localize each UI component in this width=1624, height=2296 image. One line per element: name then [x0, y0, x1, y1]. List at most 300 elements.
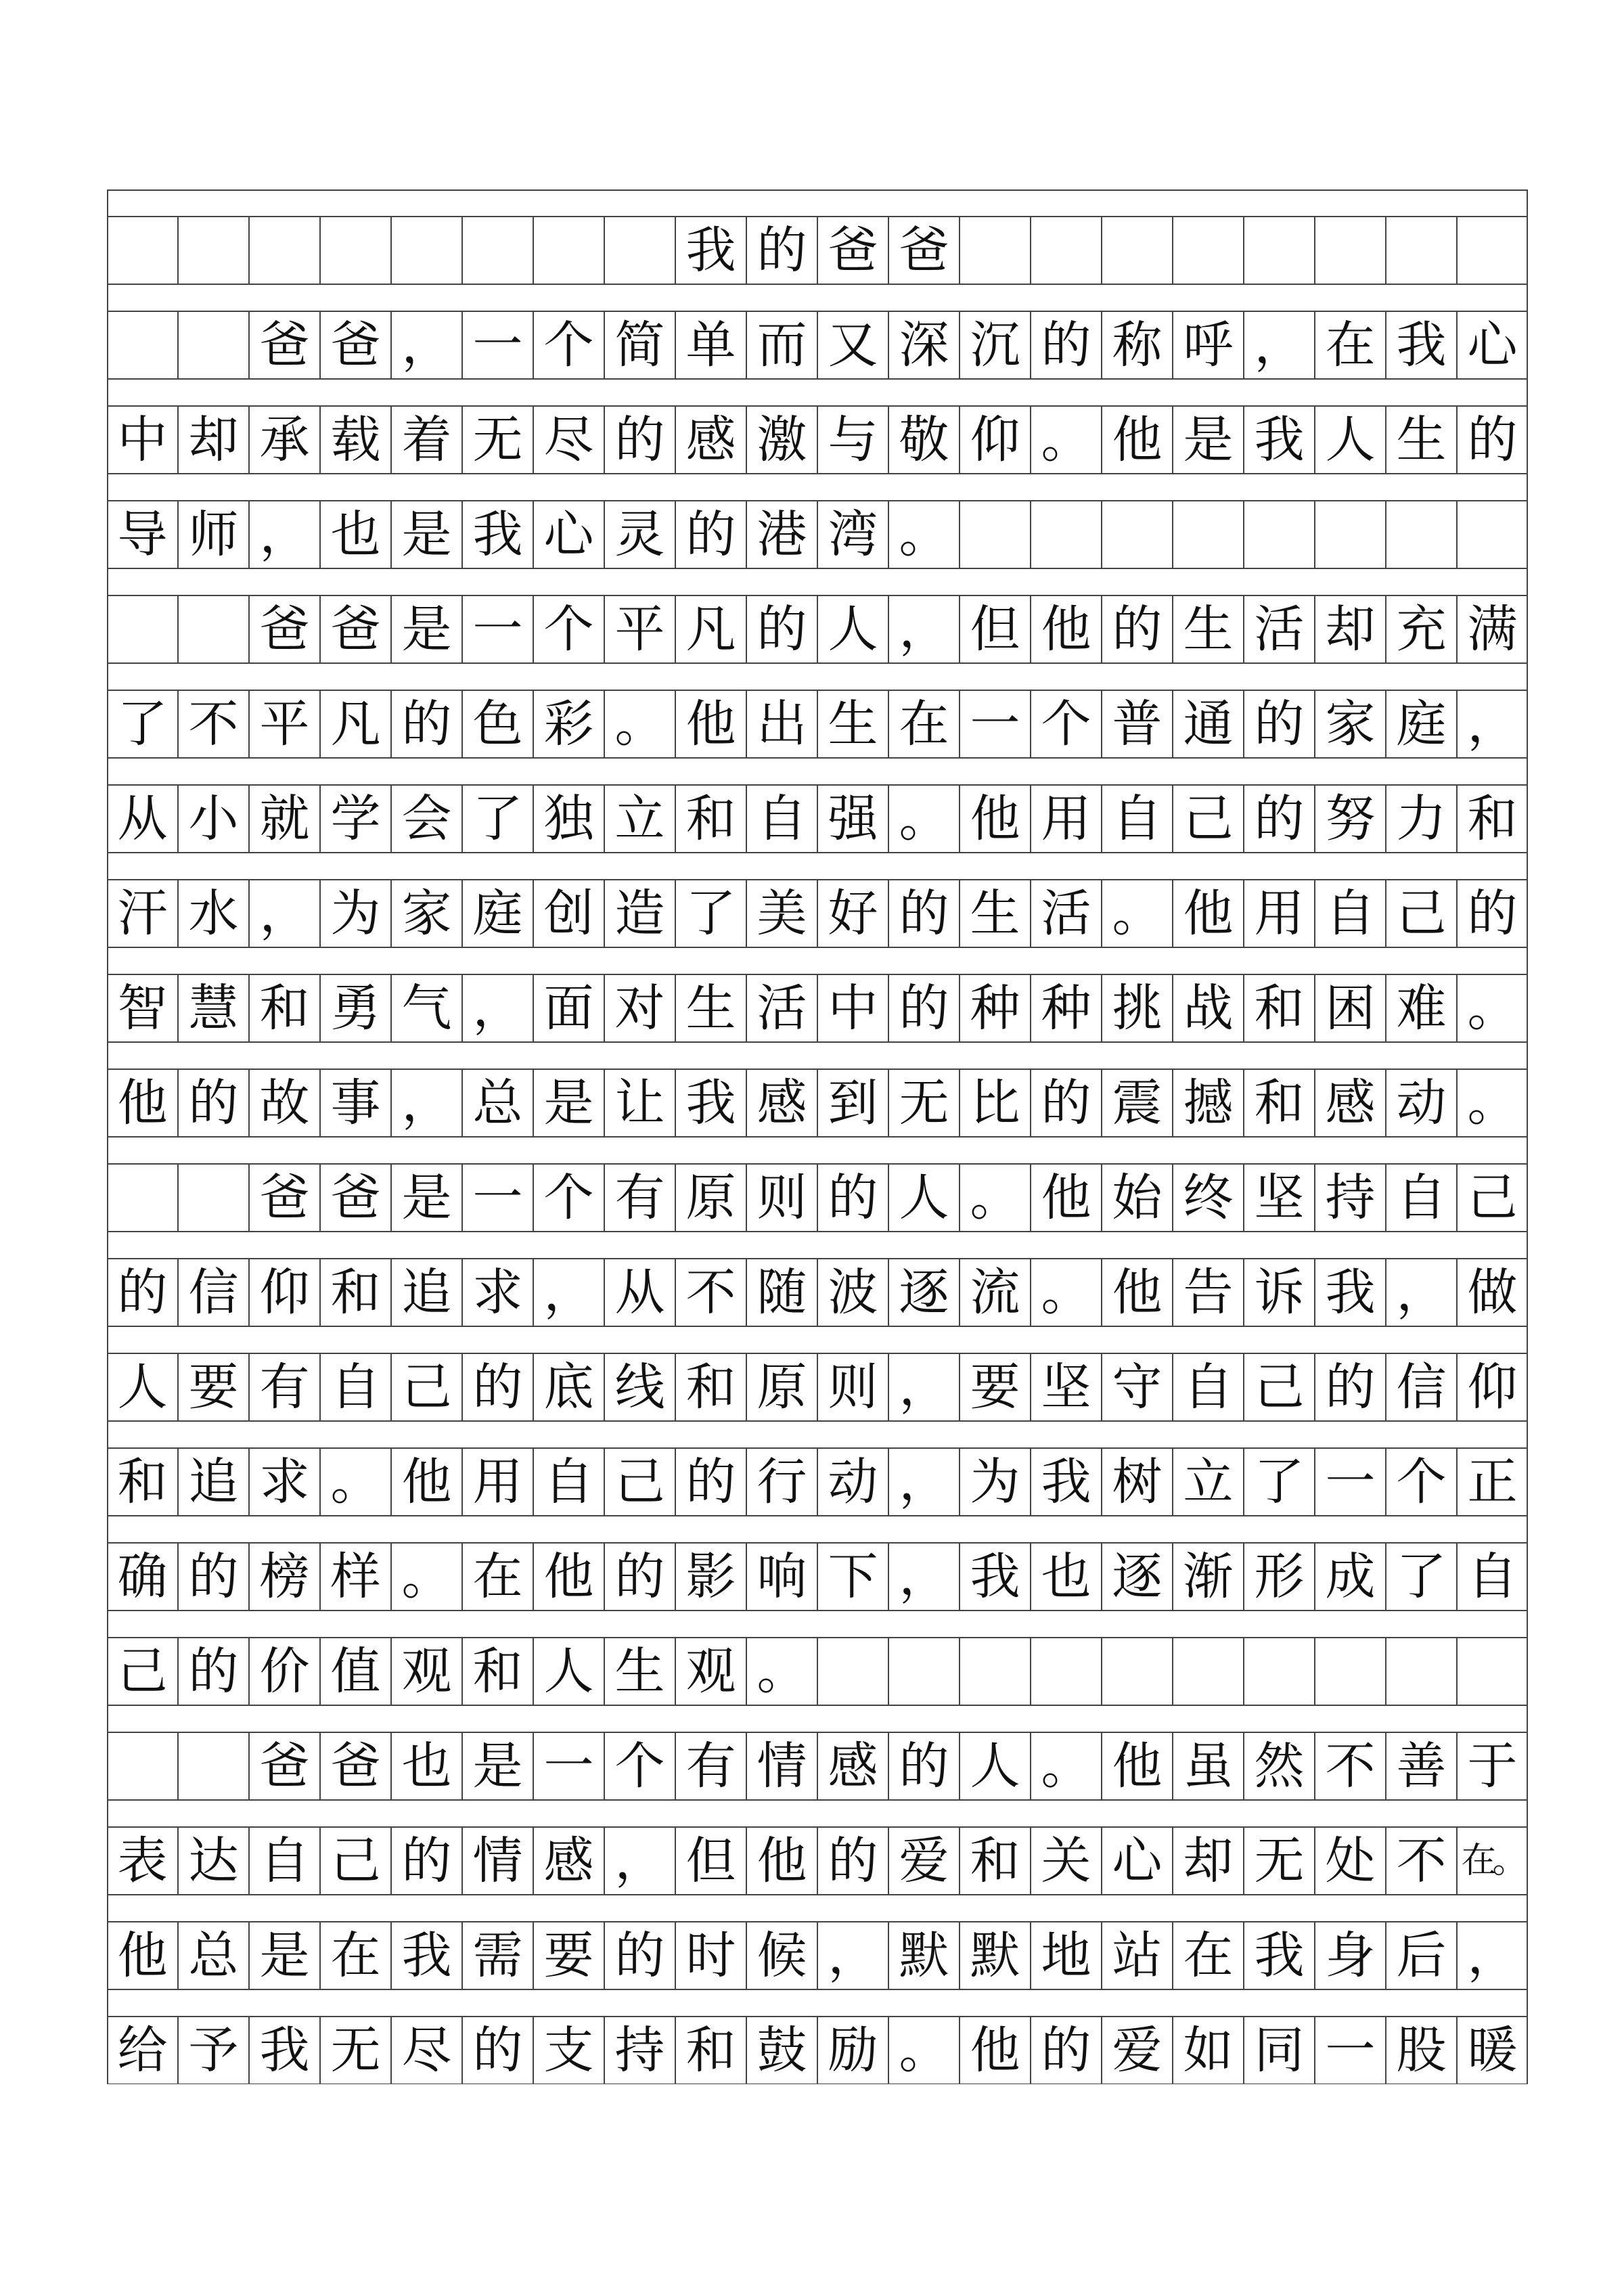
grid-cell: 则: [757, 1169, 807, 1227]
grid-cell: 持: [1325, 1169, 1376, 1227]
grid-cell: 于: [1467, 1737, 1518, 1795]
grid-cell: 的: [1325, 1358, 1376, 1416]
grid-cell: 凡: [685, 600, 736, 658]
grid-cell: 的: [1254, 790, 1305, 848]
grid-cell: 默: [899, 1927, 949, 1985]
grid-cell: ，: [472, 979, 523, 1037]
grid-cell: 己: [1254, 1358, 1305, 1416]
grid-cell: 而: [757, 316, 807, 374]
grid-cell: 形: [1254, 1548, 1305, 1606]
grid-cell: 动: [828, 1453, 878, 1511]
grid-cell: 。: [970, 1169, 1020, 1227]
essay-row: [107, 595, 1528, 663]
grid-cell: 的: [614, 411, 665, 469]
grid-cell: 是: [401, 505, 452, 564]
grid-cell: 样: [330, 1548, 381, 1606]
grid-cell: 爸: [330, 1737, 381, 1795]
grid-cell: 独: [543, 790, 594, 848]
grid-cell: 爸: [259, 316, 310, 374]
grid-cell: 树: [1112, 1453, 1163, 1511]
grid-cell: 活: [757, 979, 807, 1037]
grid-cell: 也: [401, 1737, 452, 1795]
grid-cell: 成: [1325, 1548, 1376, 1606]
grid-cell: 激: [757, 411, 807, 469]
grid-cell: 慧: [188, 979, 239, 1037]
essay-row: [107, 1922, 1528, 1989]
grid-cell: 震: [1112, 1074, 1163, 1132]
grid-cell: 仰: [1467, 1358, 1518, 1416]
grid-cell: 个: [1041, 695, 1091, 753]
grid-cell: 爸: [330, 600, 381, 658]
grid-cell: 表: [117, 1832, 168, 1890]
grid-cell: 生: [614, 1642, 665, 1701]
grid-cell: 我: [1325, 1263, 1376, 1322]
grid-cell: 和: [685, 790, 736, 848]
grid-cell: 己: [330, 1832, 381, 1890]
essay-row: [107, 406, 1528, 474]
grid-cell: 从: [117, 790, 168, 848]
grid-cell: [1457, 1638, 1528, 1705]
grid-cell: 他: [757, 1832, 807, 1890]
grid-cell: ，: [614, 1832, 665, 1890]
grid-cell: 感: [828, 1737, 878, 1795]
grid-cell: [1315, 1638, 1386, 1705]
grid-cell: 的: [1041, 1074, 1091, 1132]
grid-cell: [1173, 1638, 1244, 1705]
grid-cell: 如: [1183, 2021, 1234, 2079]
grid-cell: 活: [1254, 600, 1305, 658]
grid-cell: 出: [757, 695, 807, 753]
grid-cell: 的: [899, 1737, 949, 1795]
grid-cell: 的: [1254, 695, 1305, 753]
grid-cell: 励: [828, 2021, 878, 2079]
grid-cell: 在: [472, 1548, 523, 1606]
grid-cell: 爸: [259, 1169, 310, 1227]
grid-cell: 撼: [1183, 1074, 1234, 1132]
grid-cell: 我: [1254, 411, 1305, 469]
grid-cell: 他: [1041, 600, 1091, 658]
grid-cell: 但: [685, 1832, 736, 1890]
grid-cell: 是: [401, 1169, 452, 1227]
grid-cell: 的: [401, 695, 452, 753]
grid-cell: 自: [543, 1453, 594, 1511]
grid-cell: [178, 217, 249, 284]
grid-cell: 有: [259, 1358, 310, 1416]
grid-cell: 会: [401, 790, 452, 848]
grid-cell: ，: [543, 1263, 594, 1322]
grid-cell: 。: [757, 1642, 807, 1701]
grid-cell: [1386, 501, 1457, 568]
grid-cell: 湾: [828, 505, 878, 564]
essay-row: [107, 974, 1528, 1042]
grid-cell: 始: [1112, 1169, 1163, 1227]
grid-cell: 用: [1254, 884, 1305, 943]
grid-cell: 求: [472, 1263, 523, 1322]
grid-cell: 的: [472, 2021, 523, 2079]
grid-cell: 股: [1396, 2021, 1447, 2079]
grid-cell: 了: [472, 790, 523, 848]
grid-cell: 和: [970, 1832, 1020, 1890]
grid-cell: [1315, 217, 1386, 284]
grid-cell: 默: [970, 1927, 1020, 1985]
grid-cell: 种: [970, 979, 1020, 1037]
grid-cell: 充: [1396, 600, 1447, 658]
grid-cell: 和: [1467, 790, 1518, 848]
essay-row: [107, 1827, 1528, 1895]
grid-cell: 战: [1183, 979, 1234, 1037]
grid-cell: 强: [828, 790, 878, 848]
grid-cell: 和: [1254, 1074, 1305, 1132]
grid-cell: ，: [1254, 316, 1305, 374]
grid-cell: 满: [1467, 600, 1518, 658]
grid-cell: 守: [1112, 1358, 1163, 1416]
grid-cell: 立: [614, 790, 665, 848]
grid-cell: 自: [1396, 1169, 1447, 1227]
grid-cell: [107, 1732, 178, 1800]
grid-cell: 在: [899, 695, 949, 753]
essay-row: [107, 311, 1528, 379]
grid-cell: 让: [614, 1074, 665, 1132]
grid-cell: 面: [543, 979, 594, 1037]
grid-cell: [1173, 501, 1244, 568]
grid-cell: 心: [1467, 316, 1518, 374]
grid-cell: ，: [1467, 695, 1518, 753]
grid-cell: 小: [188, 790, 239, 848]
grid-cell: 则: [828, 1358, 878, 1416]
grid-cell: 水: [188, 884, 239, 943]
grid-cell: 诉: [1254, 1263, 1305, 1322]
grid-cell: 榜: [259, 1548, 310, 1606]
grid-cell: 下: [828, 1548, 878, 1606]
essay-row: [107, 1448, 1528, 1516]
grid-cell: 的: [899, 979, 949, 1037]
grid-cell: [1386, 1638, 1457, 1705]
grid-cell: 身: [1325, 1927, 1376, 1985]
grid-cell: [391, 217, 462, 284]
grid-cell: 力: [1396, 790, 1447, 848]
grid-cell: 要: [188, 1358, 239, 1416]
grid-cell: 个: [614, 1737, 665, 1795]
grid-cell: [178, 1732, 249, 1800]
grid-cell: ，: [1396, 1263, 1447, 1322]
grid-cell: 关: [1041, 1832, 1091, 1890]
grid-cell: 。: [330, 1453, 381, 1511]
grid-cell: 却: [1325, 600, 1376, 658]
grid-cell: 我: [685, 221, 736, 279]
grid-cell: 的: [472, 1358, 523, 1416]
grid-cell: 一: [1325, 1453, 1376, 1511]
grid-cell: 和: [472, 1642, 523, 1701]
grid-cell: 自: [1325, 884, 1376, 943]
grid-cell: [817, 1638, 888, 1705]
grid-cell: 观: [685, 1642, 736, 1701]
grid-cell: [462, 217, 533, 284]
grid-cell: ，: [899, 1358, 949, 1416]
grid-cell: 人: [117, 1358, 168, 1416]
grid-cell: ，: [828, 1927, 878, 1985]
grid-cell: 庭: [1396, 695, 1447, 753]
grid-cell: 己: [401, 1358, 452, 1416]
grid-cell: 追: [188, 1453, 239, 1511]
grid-cell: 人: [899, 1169, 949, 1227]
grid-cell: 。: [1467, 1074, 1518, 1132]
grid-cell: 家: [1325, 695, 1376, 753]
grid-cell: 终: [1183, 1169, 1234, 1227]
grid-cell: 流: [970, 1263, 1020, 1322]
grid-cell: 对: [614, 979, 665, 1037]
grid-cell: 己: [1396, 884, 1447, 943]
grid-cell: 无: [899, 1074, 949, 1132]
grid-cell: 爱: [899, 1832, 949, 1890]
grid-cell: 凡: [330, 695, 381, 753]
grid-cell: 他: [401, 1453, 452, 1511]
grid-cell: 人: [543, 1642, 594, 1701]
grid-cell: 不: [1396, 1832, 1447, 1890]
grid-cell: [1457, 217, 1528, 284]
grid-cell: 的: [188, 1642, 239, 1701]
grid-cell: 感: [1325, 1074, 1376, 1132]
grid-cell: 的: [614, 1927, 665, 1985]
grid-cell: 要: [970, 1358, 1020, 1416]
essay-row: [107, 2017, 1528, 2084]
grid-cell: 原: [757, 1358, 807, 1416]
grid-cell: 我: [472, 505, 523, 564]
grid-cell: [1031, 1638, 1102, 1705]
grid-cell: 感: [685, 411, 736, 469]
grid-cell: 的: [1112, 600, 1163, 658]
grid-cell: [320, 217, 391, 284]
grid-cell: 生: [1183, 600, 1234, 658]
grid-cell: 的: [828, 1832, 878, 1890]
grid-cell: 的: [401, 1832, 452, 1890]
grid-cell: 渐: [1183, 1548, 1234, 1606]
grid-cell: 的: [757, 221, 807, 279]
grid-cell: 情: [472, 1832, 523, 1890]
grid-cell: 尽: [401, 2021, 452, 2079]
grid-cell: 他: [970, 790, 1020, 848]
grid-cell: 故: [259, 1074, 310, 1132]
grid-cell: 的: [899, 884, 949, 943]
grid-cell: 事: [330, 1074, 381, 1132]
grid-cell: 线: [614, 1358, 665, 1416]
grid-cell: 自: [1467, 1548, 1518, 1606]
grid-cell: 为: [330, 884, 381, 943]
grid-cell: 的: [685, 1453, 736, 1511]
grid-cell: 波: [828, 1263, 878, 1322]
grid-cell: 沉: [970, 316, 1020, 374]
grid-cell: 中: [117, 411, 168, 469]
grid-cell: 无: [330, 2021, 381, 2079]
grid-cell: 。: [899, 790, 949, 848]
essay-row: [107, 1259, 1528, 1326]
grid-cell: 用: [472, 1453, 523, 1511]
grid-cell: 用: [1041, 790, 1091, 848]
grid-cell: 困: [1325, 979, 1376, 1037]
grid-cell: 地: [1041, 1927, 1091, 1985]
grid-cell: 自: [757, 790, 807, 848]
grid-cell: 坚: [1041, 1358, 1091, 1416]
grid-cell: 己: [614, 1453, 665, 1511]
grid-cell: 的: [1467, 411, 1518, 469]
essay-row: [107, 217, 1528, 284]
grid-cell: 挑: [1112, 979, 1163, 1037]
grid-cell: 值: [330, 1642, 381, 1701]
grid-cell: 却: [1183, 1832, 1234, 1890]
essay-row: [107, 1732, 1528, 1800]
grid-cell: 是: [543, 1074, 594, 1132]
grid-cell: 坚: [1254, 1169, 1305, 1227]
grid-cell: 着: [401, 411, 452, 469]
grid-cell: [960, 501, 1031, 568]
grid-cell: 的: [1041, 316, 1091, 374]
grid-cell: 生: [685, 979, 736, 1037]
grid-cell: 难: [1396, 979, 1447, 1037]
grid-cell: 心: [1112, 1832, 1163, 1890]
essay-row: [107, 1638, 1528, 1705]
grid-cell: 原: [685, 1169, 736, 1227]
grid-cell: 他: [543, 1548, 594, 1606]
grid-cell: 心: [543, 505, 594, 564]
grid-cell: [1244, 217, 1315, 284]
grid-cell: 称: [1112, 316, 1163, 374]
grid-cell: 好: [828, 884, 878, 943]
grid-cell: 学: [330, 790, 381, 848]
grid-cell: 我: [401, 1927, 452, 1985]
grid-cell: 动: [1396, 1074, 1447, 1132]
grid-cell: 。: [1112, 884, 1163, 943]
grid-cell: 是: [401, 600, 452, 658]
grid-cell: 的: [117, 1263, 168, 1322]
grid-cell: 色: [472, 695, 523, 753]
grid-cell: [604, 217, 675, 284]
grid-cell: 鼓: [757, 2021, 807, 2079]
grid-cell: 给: [117, 2021, 168, 2079]
grid-cell: 他: [1112, 411, 1163, 469]
grid-cell: 后: [1396, 1927, 1447, 1985]
grid-cell: [107, 311, 178, 379]
grid-cell: 庭: [472, 884, 523, 943]
grid-cell: 活: [1041, 884, 1091, 943]
grid-cell: 行: [757, 1453, 807, 1511]
grid-cell: 要: [543, 1927, 594, 1985]
grid-cell: 暖: [1467, 2021, 1518, 2079]
grid-cell: 观: [401, 1642, 452, 1701]
grid-cell: 却: [188, 411, 239, 469]
grid-cell: ，: [259, 884, 310, 943]
grid-cell: 的: [1041, 2021, 1091, 2079]
grid-cell: 了: [1254, 1453, 1305, 1511]
grid-cell: 感: [543, 1832, 594, 1890]
grid-cell: 在: [1183, 1927, 1234, 1985]
grid-cell: 和: [259, 979, 310, 1037]
grid-cell: 求: [259, 1453, 310, 1511]
grid-cell: 到: [828, 1074, 878, 1132]
grid-cell: 随: [757, 1263, 807, 1322]
manuscript-grid-sheet: [107, 189, 1528, 2084]
essay-row: [107, 1164, 1528, 1232]
grid-cell: [107, 217, 178, 284]
grid-cell: 师: [188, 505, 239, 564]
grid-cell: 智: [117, 979, 168, 1037]
grid-cell: 承: [259, 411, 310, 469]
grid-cell: 。: [614, 695, 665, 753]
grid-cell: [888, 1638, 960, 1705]
grid-cell: 不: [1325, 1737, 1376, 1795]
grid-cell: 爸: [330, 316, 381, 374]
grid-cell: 一: [472, 600, 523, 658]
grid-cell: [960, 1638, 1031, 1705]
grid-cell: ，: [259, 505, 310, 564]
grid-cell: 的: [1467, 884, 1518, 943]
grid-cell: [1102, 1638, 1173, 1705]
grid-cell: 造: [614, 884, 665, 943]
grid-cell: 载: [330, 411, 381, 469]
grid-cell: 站: [1112, 1927, 1163, 1985]
grid-cell: 敬: [899, 411, 949, 469]
grid-cell: 中: [828, 979, 878, 1037]
grid-cell: 爸: [899, 221, 949, 279]
grid-cell: 了: [1396, 1548, 1447, 1606]
grid-cell: 的: [188, 1074, 239, 1132]
grid-cell: 和: [330, 1263, 381, 1322]
grid-cell: 了: [117, 695, 168, 753]
grid-cell: 个: [543, 316, 594, 374]
grid-cell: ，: [899, 1453, 949, 1511]
grid-cell: 同: [1254, 2021, 1305, 2079]
grid-cell: 。: [899, 505, 949, 564]
grid-cell: 通: [1183, 695, 1234, 753]
grid-cell: 就: [259, 790, 310, 848]
grid-cell: 虽: [1183, 1737, 1234, 1795]
grid-cell: 是: [472, 1737, 523, 1795]
grid-cell: 也: [330, 505, 381, 564]
grid-cell: [1315, 501, 1386, 568]
grid-cell: 他: [117, 1074, 168, 1132]
grid-cell: ，: [899, 1548, 949, 1606]
grid-cell: 是: [1183, 411, 1234, 469]
grid-cell: 他: [1183, 884, 1234, 943]
grid-cell: 确: [117, 1548, 168, 1606]
grid-cell: 不: [685, 1263, 736, 1322]
grid-cell: 与: [828, 411, 878, 469]
grid-cell: 支: [543, 2021, 594, 2079]
grid-cell: 无: [1254, 1832, 1305, 1890]
grid-cell: 港: [757, 505, 807, 564]
grid-cell: 努: [1325, 790, 1376, 848]
grid-cell: 我: [1396, 316, 1447, 374]
grid-cell: [533, 217, 604, 284]
grid-cell: 追: [401, 1263, 452, 1322]
grid-cell: 他: [1041, 1169, 1091, 1227]
essay-row: [107, 690, 1528, 758]
grid-cell: 他: [1112, 1737, 1163, 1795]
grid-cell: 平: [259, 695, 310, 753]
grid-cell: 的: [614, 1548, 665, 1606]
grid-cell: 个: [543, 600, 594, 658]
grid-lines: [107, 189, 1528, 2084]
grid-cell: 有: [685, 1737, 736, 1795]
grid-cell: 一: [970, 695, 1020, 753]
grid-cell: 又: [828, 316, 878, 374]
essay-row: [107, 1069, 1528, 1137]
grid-cell: [107, 1164, 178, 1232]
grid-cell: 呼: [1183, 316, 1234, 374]
grid-cell: 在: [1325, 316, 1376, 374]
grid-cell: 为: [970, 1453, 1020, 1511]
grid-cell: [960, 217, 1031, 284]
grid-cell: 仰: [259, 1263, 310, 1322]
grid-cell: [107, 595, 178, 663]
